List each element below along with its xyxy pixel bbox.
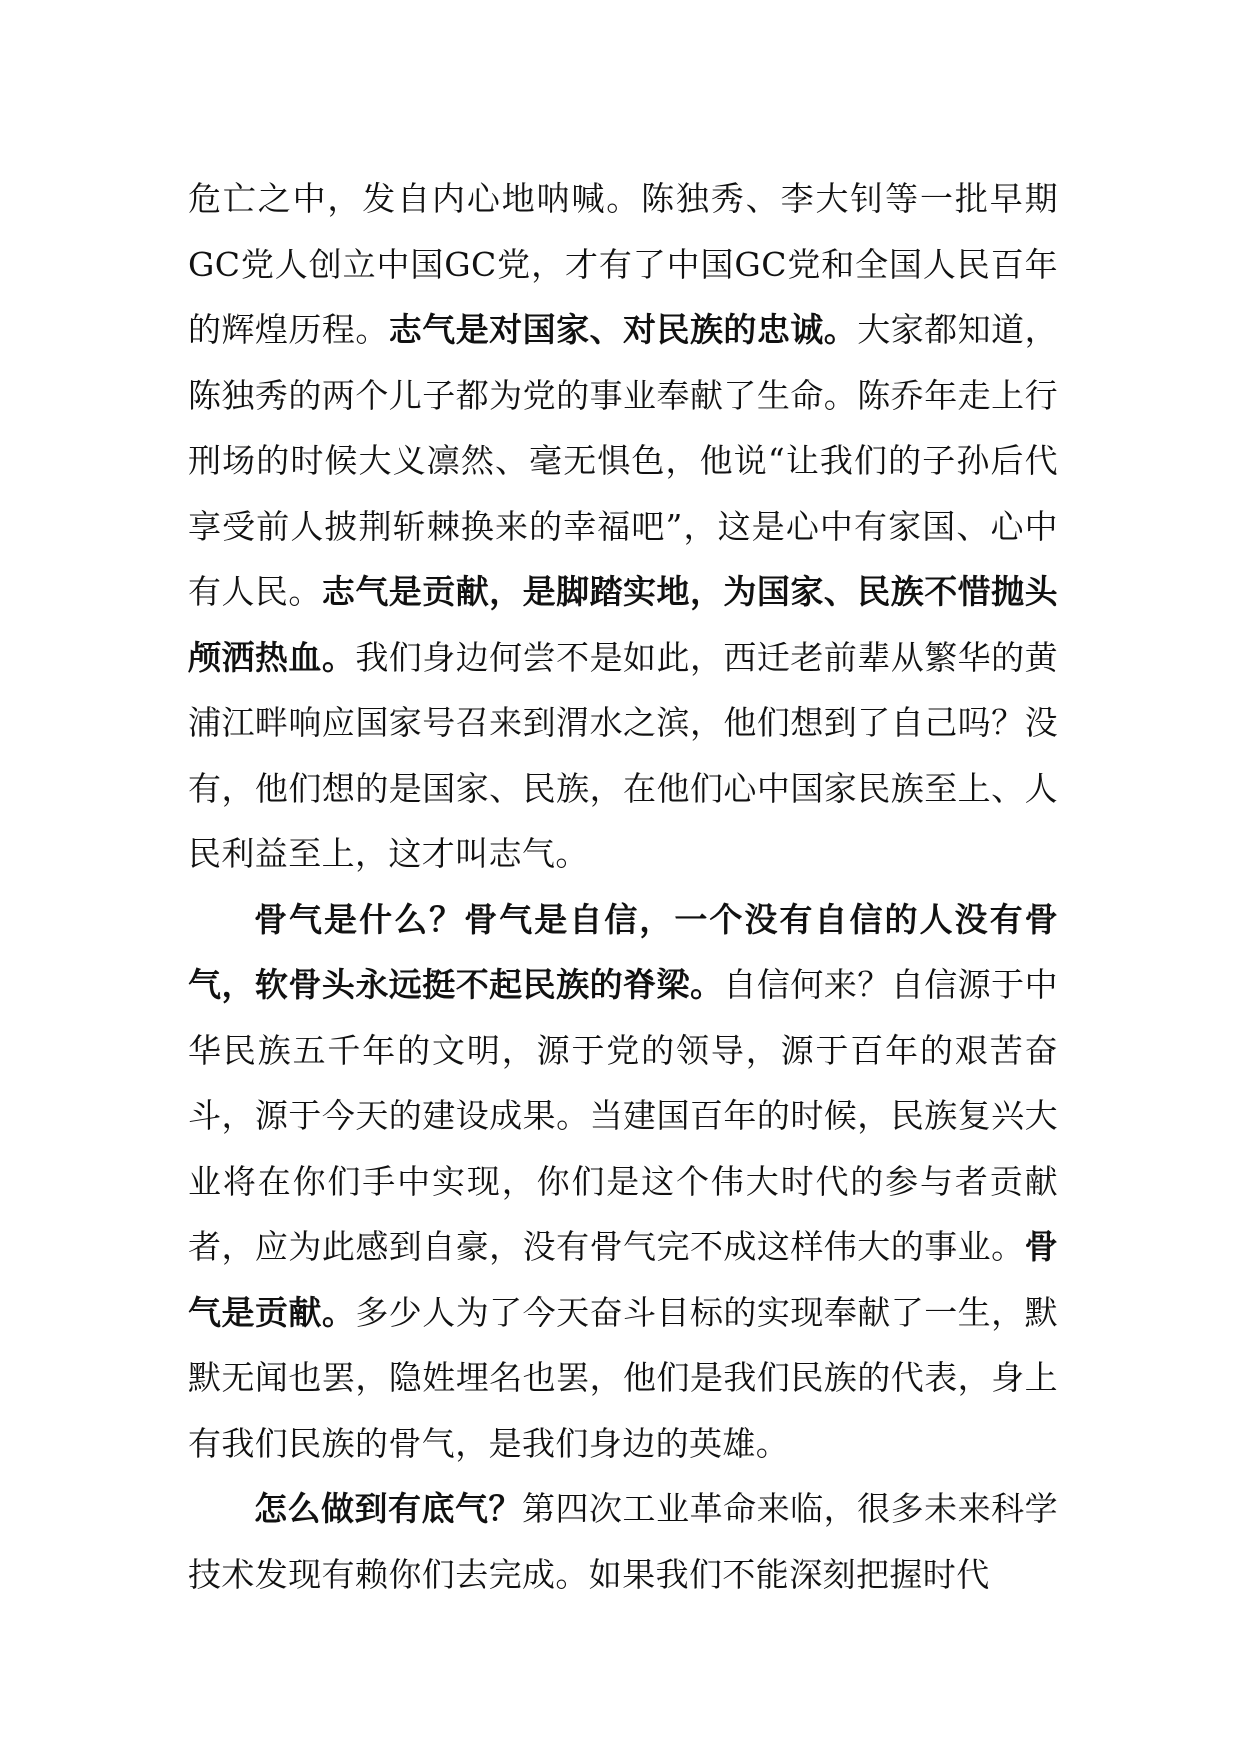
paragraph-2 — [188, 887, 1058, 1477]
bold-text-run: 骨气是贡献。 — [188, 1227, 1058, 1332]
text-run: 第四次工业革命来临，很多未来科学技术发现有赖你们去完成。如果我们不能深刻把握时代 — [188, 1489, 1059, 1594]
text-run: 大家都知道，陈独秀的两个儿子都为党的事业奉献了生命。陈乔年走上行刑场的时候大义凛然、毫无惧色，他说“让我们的子孙后代享受前人披荆斩棘换来的幸福吧”，这是心中有家国、心中有人民。 — [188, 310, 1058, 611]
bold-text-run: 志气是贡献，是脚踏实地，为国家、民族不惜抛头颅洒热血。 — [188, 572, 1058, 677]
bold-text-run: 怎么做到有底气？ — [254, 1489, 523, 1528]
text-run: 危亡之中，发自内心地呐喊。陈独秀、李大钊等一批早期GC党人创立中国GC党，才有了中国GC党和全国人民百年的辉煌历程。 — [188, 179, 1058, 349]
text-run: 自信何来？自信源于中华民族五千年的文明，源于党的领导，源于百年的艰苦奋斗，源于今天的建设成果。当建国百年的时候，民族复兴大业将在你们手中实现，你们是这个伟大时代的参与者贡献者，应为此感到自豪，没有骨气完不成这样伟大的事业。 — [188, 965, 1058, 1266]
text-run: 我们身边何尝不是如此，西迁老前辈从繁华的黄浦江畔响应国家号召来到渭水之滨，他们想到了自己吗？没有，他们想的是国家、民族，在他们心中国家民族至上、人民利益至上，这才叫志气。 — [188, 637, 1059, 873]
bold-text-run: 志气是对国家、对民族的忠诚。 — [388, 310, 858, 349]
bold-text-run: 骨气是什么？骨气是自信，一个没有自信的人没有骨气，软骨头永远挺不起民族的脊梁。 — [188, 899, 1058, 1004]
paragraph-3 — [188, 1476, 1058, 1607]
text-run: 多少人为了今天奋斗目标的实现奉献了一生，默默无闻也罢，隐姓埋名也罢，他们是我们民族的代表，身上有我们民族的骨气，是我们身边的英雄。 — [188, 1292, 1059, 1463]
document-body — [188, 166, 1058, 1607]
paragraph-1 — [188, 166, 1058, 887]
